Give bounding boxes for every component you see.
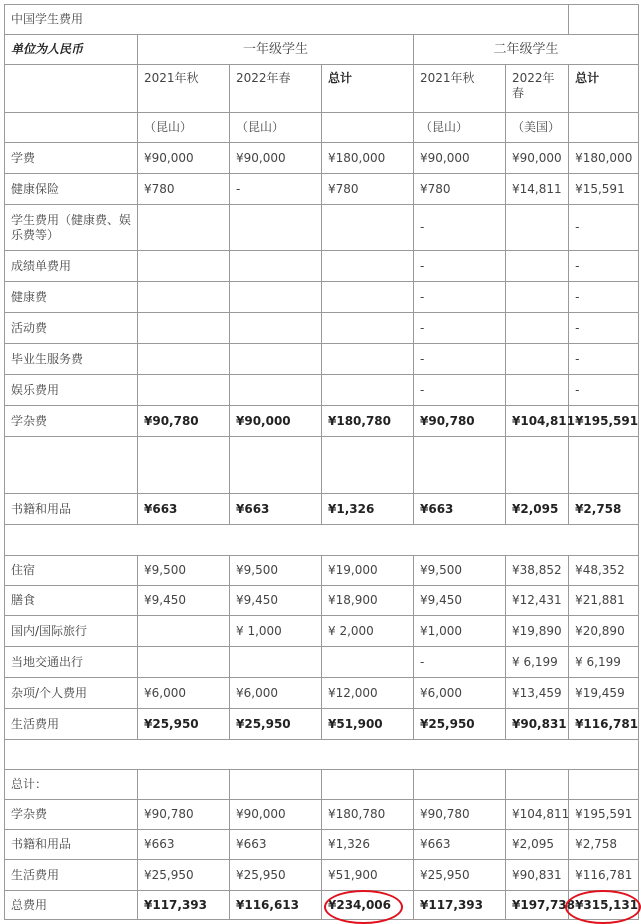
table-row xyxy=(5,205,639,251)
col-header: 2021年秋 xyxy=(414,65,506,113)
value-cell: ¥ 2,000 xyxy=(322,616,414,647)
value-cell xyxy=(506,437,569,494)
row-label: 健康保险 xyxy=(5,174,138,205)
table-row xyxy=(5,375,639,406)
value-cell xyxy=(230,251,322,282)
row-label: 学生费用（健康费、娱乐费等） xyxy=(5,205,138,251)
value-cell: - xyxy=(569,205,639,251)
value-cell: ¥663 xyxy=(414,494,506,525)
value-cell xyxy=(506,770,569,800)
value-cell: ¥19,459 xyxy=(569,678,639,709)
value-cell xyxy=(230,282,322,313)
value-cell xyxy=(322,205,414,251)
value-cell: ¥20,890 xyxy=(569,616,639,647)
row-label: 住宿 xyxy=(5,556,138,586)
value-cell xyxy=(506,375,569,406)
value-cell: ¥21,881 xyxy=(569,586,639,616)
row-label: 当地交通出行 xyxy=(5,647,138,678)
unit-label: 单位为人民币 xyxy=(5,35,138,65)
value-cell: ¥19,890 xyxy=(506,616,569,647)
value-cell xyxy=(138,437,230,494)
value-cell xyxy=(322,282,414,313)
value-cell: ¥12,000 xyxy=(322,678,414,709)
value-cell: ¥ 6,199 xyxy=(506,647,569,678)
value-cell: ¥25,950 xyxy=(138,860,230,891)
value-cell xyxy=(322,437,414,494)
title-blank-cell xyxy=(569,5,639,35)
value-cell: ¥104,811 xyxy=(506,800,569,830)
value-cell: - xyxy=(414,205,506,251)
value-cell: ¥195,591 xyxy=(569,406,639,437)
table-row xyxy=(5,800,639,830)
table-row xyxy=(5,556,639,586)
value-cell: ¥780 xyxy=(138,174,230,205)
col-header: 总计 xyxy=(322,65,414,113)
value-cell: ¥315,131 xyxy=(569,891,639,920)
location-cell: （昆山） xyxy=(230,113,322,143)
value-cell: ¥116,781 xyxy=(569,860,639,891)
blank-cell xyxy=(5,113,138,143)
table-row xyxy=(5,770,639,800)
table-row xyxy=(5,406,639,437)
location-cell xyxy=(569,113,639,143)
value-cell xyxy=(506,282,569,313)
value-cell: ¥2,758 xyxy=(569,494,639,525)
value-cell: ¥90,000 xyxy=(230,800,322,830)
fee-table xyxy=(4,4,639,920)
value-cell: ¥780 xyxy=(322,174,414,205)
table-row xyxy=(5,313,639,344)
value-cell xyxy=(569,770,639,800)
value-cell xyxy=(230,344,322,375)
table-row xyxy=(5,647,639,678)
value-cell xyxy=(322,647,414,678)
value-cell: ¥117,393 xyxy=(414,891,506,920)
blank-cell xyxy=(5,65,138,113)
value-cell: ¥195,591 xyxy=(569,800,639,830)
table-title: 中国学生费用 xyxy=(5,5,569,35)
row-label: 书籍和用品 xyxy=(5,494,138,525)
value-cell: ¥9,450 xyxy=(414,586,506,616)
col-header: 2022年春 xyxy=(506,65,569,113)
value-cell: ¥663 xyxy=(230,494,322,525)
row-label: 国内/国际旅行 xyxy=(5,616,138,647)
spacer-row-cell xyxy=(5,740,639,770)
value-cell: ¥180,000 xyxy=(569,143,639,174)
value-cell: ¥9,500 xyxy=(138,556,230,586)
row-label: 学杂费 xyxy=(5,800,138,830)
value-cell: ¥780 xyxy=(414,174,506,205)
table-row xyxy=(5,586,639,616)
value-cell: ¥6,000 xyxy=(414,678,506,709)
value-cell: ¥ 6,199 xyxy=(569,647,639,678)
table-row xyxy=(5,525,639,556)
grade2-header: 二年级学生 xyxy=(414,35,639,65)
value-cell: ¥180,780 xyxy=(322,406,414,437)
table-row xyxy=(5,830,639,860)
value-cell: ¥90,831 xyxy=(506,709,569,740)
value-cell xyxy=(322,375,414,406)
value-cell: - xyxy=(569,313,639,344)
value-cell xyxy=(230,205,322,251)
value-cell: ¥104,811 xyxy=(506,406,569,437)
value-cell: ¥1,326 xyxy=(322,494,414,525)
value-cell xyxy=(138,282,230,313)
row-label: 毕业生服务费 xyxy=(5,344,138,375)
value-cell: ¥90,780 xyxy=(414,406,506,437)
value-cell: ¥51,900 xyxy=(322,709,414,740)
table-row xyxy=(5,891,639,920)
table-row xyxy=(5,494,639,525)
col-header: 总计 xyxy=(569,65,639,113)
table-row xyxy=(5,740,639,770)
value-cell: ¥9,450 xyxy=(230,586,322,616)
value-cell: ¥180,000 xyxy=(322,143,414,174)
value-cell: ¥90,780 xyxy=(414,800,506,830)
table-row xyxy=(5,282,639,313)
value-cell: ¥25,950 xyxy=(138,709,230,740)
value-cell: ¥90,000 xyxy=(138,143,230,174)
value-cell: ¥116,781 xyxy=(569,709,639,740)
value-cell xyxy=(230,437,322,494)
location-cell: （昆山） xyxy=(414,113,506,143)
value-cell: ¥51,900 xyxy=(322,860,414,891)
value-cell xyxy=(138,205,230,251)
table-row xyxy=(5,709,639,740)
location-cell xyxy=(322,113,414,143)
value-cell: - xyxy=(569,344,639,375)
value-cell: ¥90,000 xyxy=(414,143,506,174)
value-cell: ¥1,326 xyxy=(322,830,414,860)
value-cell: ¥116,613 xyxy=(230,891,322,920)
grade1-header: 一年级学生 xyxy=(138,35,414,65)
value-cell: ¥90,831 xyxy=(506,860,569,891)
value-cell: ¥18,900 xyxy=(322,586,414,616)
value-cell: - xyxy=(414,282,506,313)
value-cell xyxy=(506,251,569,282)
value-cell xyxy=(322,770,414,800)
value-cell xyxy=(322,251,414,282)
value-cell: ¥38,852 xyxy=(506,556,569,586)
value-cell xyxy=(138,770,230,800)
value-cell xyxy=(230,647,322,678)
table-row xyxy=(5,344,639,375)
value-cell xyxy=(322,344,414,375)
col-header: 2021年秋 xyxy=(138,65,230,113)
value-cell: ¥6,000 xyxy=(230,678,322,709)
row-label: 膳食 xyxy=(5,586,138,616)
value-cell xyxy=(506,344,569,375)
value-cell xyxy=(506,313,569,344)
value-cell: - xyxy=(414,375,506,406)
value-cell: ¥9,500 xyxy=(230,556,322,586)
value-cell: - xyxy=(414,344,506,375)
value-cell: ¥ 1,000 xyxy=(230,616,322,647)
value-cell xyxy=(569,437,639,494)
value-cell xyxy=(230,770,322,800)
row-label: 杂项/个人费用 xyxy=(5,678,138,709)
row-label: 生活费用 xyxy=(5,860,138,891)
value-cell: ¥25,950 xyxy=(414,860,506,891)
value-cell xyxy=(506,205,569,251)
value-cell xyxy=(138,313,230,344)
row-label: 生活费用 xyxy=(5,709,138,740)
table-row xyxy=(5,251,639,282)
value-cell xyxy=(414,437,506,494)
value-cell: ¥2,758 xyxy=(569,830,639,860)
row-label: 学费 xyxy=(5,143,138,174)
value-cell: ¥90,780 xyxy=(138,406,230,437)
value-cell: ¥25,950 xyxy=(414,709,506,740)
value-cell: ¥2,095 xyxy=(506,494,569,525)
value-cell: ¥663 xyxy=(414,830,506,860)
value-cell: ¥9,450 xyxy=(138,586,230,616)
location-cell: （昆山） xyxy=(138,113,230,143)
value-cell: ¥19,000 xyxy=(322,556,414,586)
value-cell: ¥90,000 xyxy=(506,143,569,174)
value-cell: ¥25,950 xyxy=(230,709,322,740)
value-cell: - xyxy=(569,251,639,282)
value-cell xyxy=(230,375,322,406)
value-cell: ¥9,500 xyxy=(414,556,506,586)
value-cell: ¥197,738 xyxy=(506,891,569,920)
value-cell: ¥12,431 xyxy=(506,586,569,616)
table-row xyxy=(5,616,639,647)
value-cell: ¥13,459 xyxy=(506,678,569,709)
value-cell: ¥90,000 xyxy=(230,143,322,174)
value-cell: ¥663 xyxy=(230,830,322,860)
value-cell xyxy=(230,313,322,344)
table-row xyxy=(5,860,639,891)
value-cell xyxy=(414,770,506,800)
value-cell: ¥663 xyxy=(138,494,230,525)
row-label: 书籍和用品 xyxy=(5,830,138,860)
value-cell: ¥48,352 xyxy=(569,556,639,586)
value-cell: ¥234,006 xyxy=(322,891,414,920)
value-cell: ¥1,000 xyxy=(414,616,506,647)
value-cell: ¥180,780 xyxy=(322,800,414,830)
row-label: 健康费 xyxy=(5,282,138,313)
row-label: 总计： xyxy=(5,770,138,800)
location-cell: （美国） xyxy=(506,113,569,143)
value-cell: ¥2,095 xyxy=(506,830,569,860)
value-cell: - xyxy=(569,282,639,313)
value-cell: ¥6,000 xyxy=(138,678,230,709)
value-cell: - xyxy=(569,375,639,406)
table-row xyxy=(5,678,639,709)
value-cell: - xyxy=(414,647,506,678)
row-label: 学杂费 xyxy=(5,406,138,437)
table-row xyxy=(5,174,639,205)
value-cell: - xyxy=(414,251,506,282)
value-cell xyxy=(138,616,230,647)
value-cell: ¥15,591 xyxy=(569,174,639,205)
value-cell xyxy=(138,647,230,678)
row-label: 成绩单费用 xyxy=(5,251,138,282)
col-header: 2022年春 xyxy=(230,65,322,113)
value-cell: ¥117,393 xyxy=(138,891,230,920)
value-cell: - xyxy=(230,174,322,205)
value-cell: ¥90,000 xyxy=(230,406,322,437)
row-label xyxy=(5,437,138,494)
row-label: 活动费 xyxy=(5,313,138,344)
table-row xyxy=(5,437,639,494)
value-cell: ¥14,811 xyxy=(506,174,569,205)
value-cell: ¥90,780 xyxy=(138,800,230,830)
row-label: 娱乐费用 xyxy=(5,375,138,406)
value-cell xyxy=(138,251,230,282)
value-cell: - xyxy=(414,313,506,344)
value-cell: ¥663 xyxy=(138,830,230,860)
value-cell xyxy=(138,375,230,406)
spacer-row-cell xyxy=(5,525,639,556)
value-cell: ¥25,950 xyxy=(230,860,322,891)
value-cell xyxy=(138,344,230,375)
table-row xyxy=(5,143,639,174)
row-label: 总费用 xyxy=(5,891,138,920)
value-cell xyxy=(322,313,414,344)
